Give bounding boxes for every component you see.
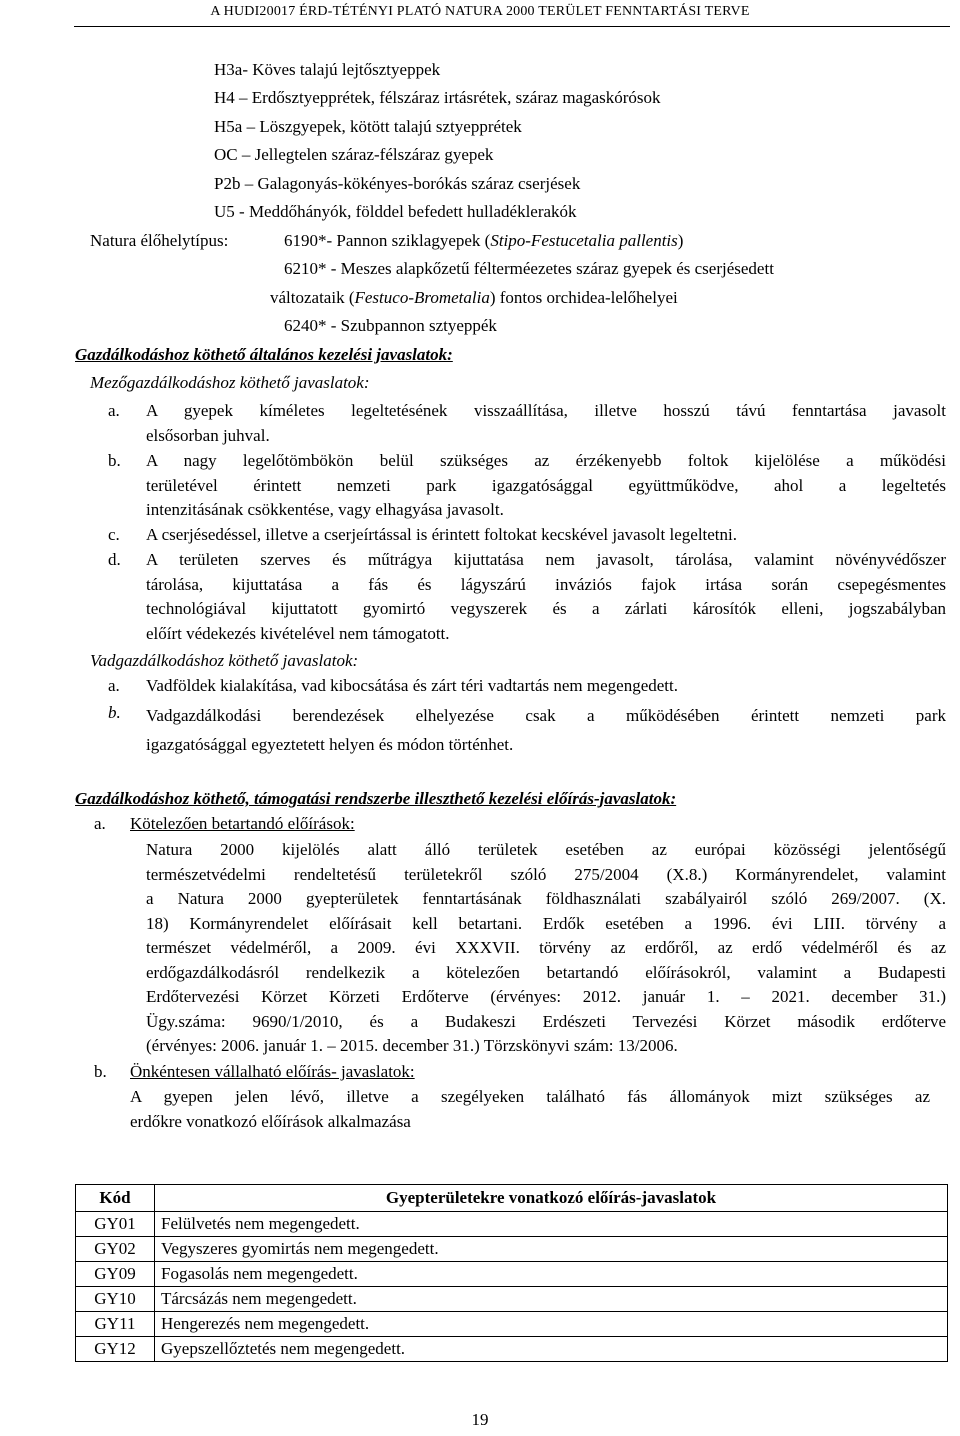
row-description: Vegyszeres gyomirtás nem megengedett. xyxy=(155,1237,948,1262)
para-line: technológiával kijuttatott gyomirtó vegyszerek és a zárlati károsítók elleni, jogszabályban xyxy=(146,599,946,618)
natura-type-text: ) fontos orchidea-lelőhelyei xyxy=(489,288,678,307)
natura-type-text: változataik ( xyxy=(270,288,355,307)
para-line: Erdőtervezési Körzet Körzeti Erdőterve (érvényes: 2012. január 1. – 2021. december 31.) xyxy=(146,987,946,1006)
subheading-game: Vadgazdálkodáshoz köthető javaslatok: xyxy=(90,651,359,670)
natura-type-latin: Festuco-Brometalia xyxy=(354,288,490,307)
natura-type-6210-cont xyxy=(270,286,678,310)
para-line: területével érintett nemzeti park igazgatósággal együttműködve, ahol a legeltetés xyxy=(146,475,946,495)
natura-type-latin: Stipo-Festucetalia pallentis xyxy=(490,231,678,250)
habitat-item: H5a – Löszgyepek, kötött talajú sztyepprétek xyxy=(214,117,522,136)
natura-label: Natura élőhelytípus: xyxy=(90,231,229,250)
table-row xyxy=(76,1337,948,1362)
para-line: Vadföldek kialakítása, vad kibocsátása és zárt téri vadtartás nem megengedett. xyxy=(146,676,678,695)
table-row xyxy=(76,1287,948,1312)
row-description: Hengerezés nem megengedett. xyxy=(155,1312,948,1337)
list-label: c. xyxy=(108,525,120,544)
game-item-a xyxy=(146,674,946,699)
row-description: Felülvetés nem megengedett. xyxy=(155,1212,948,1237)
habitat-item: OC – Jellegtelen száraz-félszáraz gyepek xyxy=(214,145,494,164)
game-item-b xyxy=(146,701,946,759)
natura-type-6190 xyxy=(284,229,683,253)
row-description: Tárcsázás nem megengedett. xyxy=(155,1287,948,1312)
table-row xyxy=(76,1312,948,1337)
agri-item-b xyxy=(146,449,946,523)
table-row xyxy=(76,1262,948,1287)
agri-item-d xyxy=(146,548,946,646)
para-line: intenzitásának csökkentése, vagy elhagyása javasolt. xyxy=(146,500,504,519)
agri-item-c xyxy=(146,523,946,548)
section-heading-support: Gazdálkodáshoz köthető, támogatási rendszerbe illeszthető kezelési előírás-javaslatok: xyxy=(75,789,677,808)
para-line: Natura 2000 kijelölés alatt álló területek esetében az európai közösségi jelentőségű xyxy=(146,840,946,859)
list-label: a. xyxy=(108,676,120,695)
header-divider xyxy=(74,26,950,27)
para-line: A gyepek kíméletes legeltetésének visszaállítása, illetve hosszú távú fenntartása javasolt xyxy=(146,401,946,420)
habitat-item: H4 – Erdősztyepprétek, félszáraz irtásrétek, száraz magaskórósok xyxy=(214,88,661,107)
row-code: GY01 xyxy=(76,1212,155,1237)
page-header: A HUDI20017 ÉRD-TÉTÉNYI PLATÓ NATURA 2000 TERÜLET FENNTARTÁSI TERVE xyxy=(210,4,750,19)
natura-type-text: 6190*- Pannon sziklagyepek ( xyxy=(284,231,491,250)
voluntary-rules-title: Önkéntesen vállalható előírás- javaslatok: xyxy=(130,1062,415,1081)
habitat-item: U5 - Meddőhányók, földdel befedett hulladéklerakók xyxy=(214,202,577,221)
para-line: természetvédelmi rendeltetésű területekről szóló 275/2004 (X.8.) Kormányrendelet, valamint xyxy=(146,864,946,884)
list-label: b. xyxy=(108,451,121,470)
para-line: A cserjésedéssel, illetve a cserjeírtással is érintett foltokat kecskével javasolt legeltetni. xyxy=(146,525,738,544)
row-code: GY12 xyxy=(76,1337,155,1362)
natura-type-text: ) xyxy=(677,231,684,250)
page-number: 19 xyxy=(471,1410,489,1429)
table-row xyxy=(76,1212,948,1237)
para-line: a Natura 2000 gyepterületek fenntartásának földhasználati szabályairól szóló 269/2007. (X. xyxy=(146,889,946,908)
para-line: 18) Kormányrendelet előírásait kell betartani. Erdők esetében a 1996. évi LIII. törvény a xyxy=(146,913,946,933)
natura-type-6210: 6210* - Meszes alapkőzetű félterméezetes száraz gyepek és cserjésedett xyxy=(284,259,774,278)
list-label: d. xyxy=(108,550,121,569)
para-line: elsősorban juhval. xyxy=(146,425,270,445)
para-line: Ügy.száma: 9690/1/2010, és a Budakeszi Erdészeti Tervezési Körzet második erdőterve xyxy=(146,1011,946,1031)
section-heading-general: Gazdálkodáshoz köthető általános kezelési javaslatok: xyxy=(75,345,453,364)
habitat-item: P2b – Galagonyás-kökényes-borókás száraz cserjések xyxy=(214,174,581,193)
column-header-code: Kód xyxy=(76,1185,155,1212)
mandatory-rules-text xyxy=(146,838,946,1059)
row-code: GY11 xyxy=(76,1312,155,1337)
para-line: tárolása, kijuttatása a fás és lágyszárú inváziós fajok irtása során csepegésmentes xyxy=(146,574,946,594)
row-description: Gyepszellőztetés nem megengedett. xyxy=(155,1337,948,1362)
para-line: erdőkre vonatkozó előírások alkalmazása xyxy=(130,1111,411,1131)
table-header-row xyxy=(76,1185,948,1212)
row-code: GY02 xyxy=(76,1237,155,1262)
para-line: igazgatósággal egyeztetett helyen és módon történhet. xyxy=(146,735,514,754)
para-line: Vadgazdálkodási berendezések elhelyezése csak a működésében érintett nemzeti park xyxy=(146,706,946,725)
subheading-agriculture: Mezőgazdálkodáshoz köthető javaslatok: xyxy=(90,373,370,392)
prescription-table xyxy=(75,1184,948,1362)
list-label: a. xyxy=(108,401,120,420)
habitat-item: H3a- Köves talajú lejtősztyeppek xyxy=(214,60,441,79)
para-line: természet védelméről, a 2009. évi XXXVII. törvény az erdőről, az erdő védelméről és az xyxy=(146,938,946,957)
list-label: a. xyxy=(94,814,106,833)
para-line: erdőgazdálkodásról rendelkezik a kötelezően betartandó előírásokról, valamint a Budapesti xyxy=(146,962,946,982)
para-line: A nagy legelőtömbökön belül szükséges az érzékenyebb foltok kijelölése a működési xyxy=(146,451,946,470)
voluntary-rules-text xyxy=(130,1085,930,1134)
column-header-description: Gyepterületekre vonatkozó előírás-javaslatok xyxy=(155,1185,948,1212)
list-label: b. xyxy=(108,703,121,722)
agri-item-a xyxy=(146,399,946,448)
mandatory-rules-title: Kötelezően betartandó előírások: xyxy=(130,814,355,833)
list-label: b. xyxy=(94,1062,107,1081)
table-row xyxy=(76,1237,948,1262)
para-line: (érvényes: 2006. január 1. – 2015. december 31.) Törzskönyvi szám: 13/2006. xyxy=(146,1036,678,1055)
natura-type-6240: 6240* - Szubpannon sztyeppék xyxy=(284,316,497,335)
para-line: A területen szerves és műtrágya kijuttatása nem javasolt, tárolása, valamint növényvédőszer xyxy=(146,550,946,569)
row-code: GY10 xyxy=(76,1287,155,1312)
para-line: A gyepen jelen lévő, illetve a szegélyeken található fás állományok mizt szükséges az xyxy=(130,1087,930,1106)
para-line: előírt védekezés kivételével nem támogatott. xyxy=(146,623,450,643)
row-description: Fogasolás nem megengedett. xyxy=(155,1262,948,1287)
row-code: GY09 xyxy=(76,1262,155,1287)
